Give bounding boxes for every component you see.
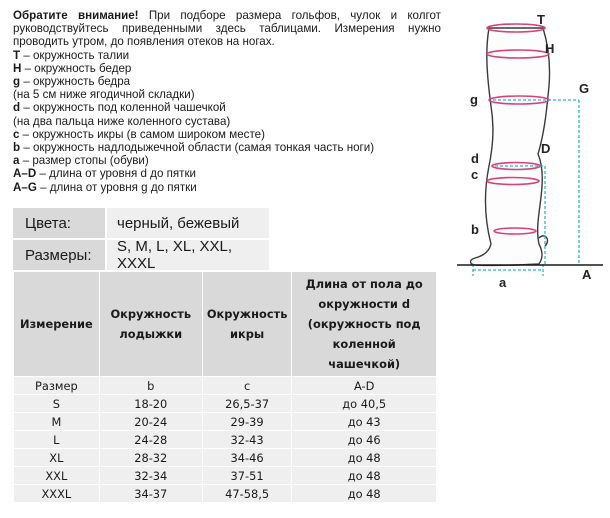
header-measurement: Измерение xyxy=(14,272,100,377)
colors-row xyxy=(13,208,269,238)
sizes-value: S, M, L, XL, XXL, XXXL xyxy=(107,240,269,270)
colors-label: Цвета: xyxy=(13,208,105,238)
legend-line: g – окружность бедра xyxy=(13,75,131,89)
table-row: XXL 32-34 37-51 до 48 xyxy=(14,467,437,485)
legend-line: A–G – длина от уровня g до пятки xyxy=(13,180,197,194)
table-row: S 18-20 26,5-37 до 40,5 xyxy=(14,395,437,413)
sizes-row xyxy=(13,240,269,270)
attention-text: При подборе размера гольфов, чулок и колгот руководствуйтесь приведенными здесь таблицами. Измерения нужно проводить утром, до появления отеков на ногах. xyxy=(13,9,441,49)
instructions xyxy=(13,9,441,194)
legend-line: b – окружность надлодыжечной области (самая тонкая часть ноги) xyxy=(13,141,375,155)
product-info xyxy=(13,208,269,272)
table-row: XXXL 34-37 47-58,5 до 48 xyxy=(14,485,437,503)
size-table xyxy=(13,271,437,503)
legend-line: a – размер стопы (обуви) xyxy=(13,154,149,168)
legend-line: (на 5 см ниже ягодичной складки) xyxy=(13,88,195,102)
legend-line: H – окружность бедер xyxy=(13,61,132,75)
label-b: b xyxy=(471,222,479,237)
label-g: g xyxy=(470,92,478,107)
legend-line: (на два пальца ниже коленного сустава) xyxy=(13,114,231,128)
colors-value: черный, бежевый xyxy=(107,208,269,238)
label-A: A xyxy=(582,267,592,282)
table-row: M 20-24 29-39 до 43 xyxy=(14,413,437,431)
sizes-label: Размеры: xyxy=(13,240,105,270)
label-T: T xyxy=(537,12,545,27)
header-length: Длина от пола до окружности d (окружность под коленной чашечкой) xyxy=(292,272,437,377)
header-calf: Окружность икры xyxy=(202,272,292,377)
leg-diagram xyxy=(455,6,605,294)
label-a: a xyxy=(499,275,507,290)
table-row: Размер b c A-D xyxy=(14,377,437,395)
label-d: d xyxy=(471,151,479,166)
legend-line: T – окружность талии xyxy=(13,48,130,62)
label-G: G xyxy=(579,81,590,96)
table-header-row xyxy=(14,272,437,377)
attention-heading: Обратите внимание! xyxy=(13,9,139,22)
legend-line: d – окружность под коленной чашечкой xyxy=(13,101,226,115)
attention-paragraph xyxy=(13,9,441,49)
header-ankle: Окружность лодыжки xyxy=(99,272,202,377)
leg-outline xyxy=(471,28,550,265)
legend-line: A–D – длина от уровня d до пятки xyxy=(13,167,197,181)
table-row: L 24-28 32-43 до 46 xyxy=(14,431,437,449)
label-c: c xyxy=(471,167,479,182)
table-row: XL 28-32 34-46 до 48 xyxy=(14,449,437,467)
label-D: D xyxy=(541,141,551,156)
label-H: H xyxy=(545,41,555,56)
legend-line: c – окружность икры (в самом широком месте) xyxy=(13,127,265,141)
